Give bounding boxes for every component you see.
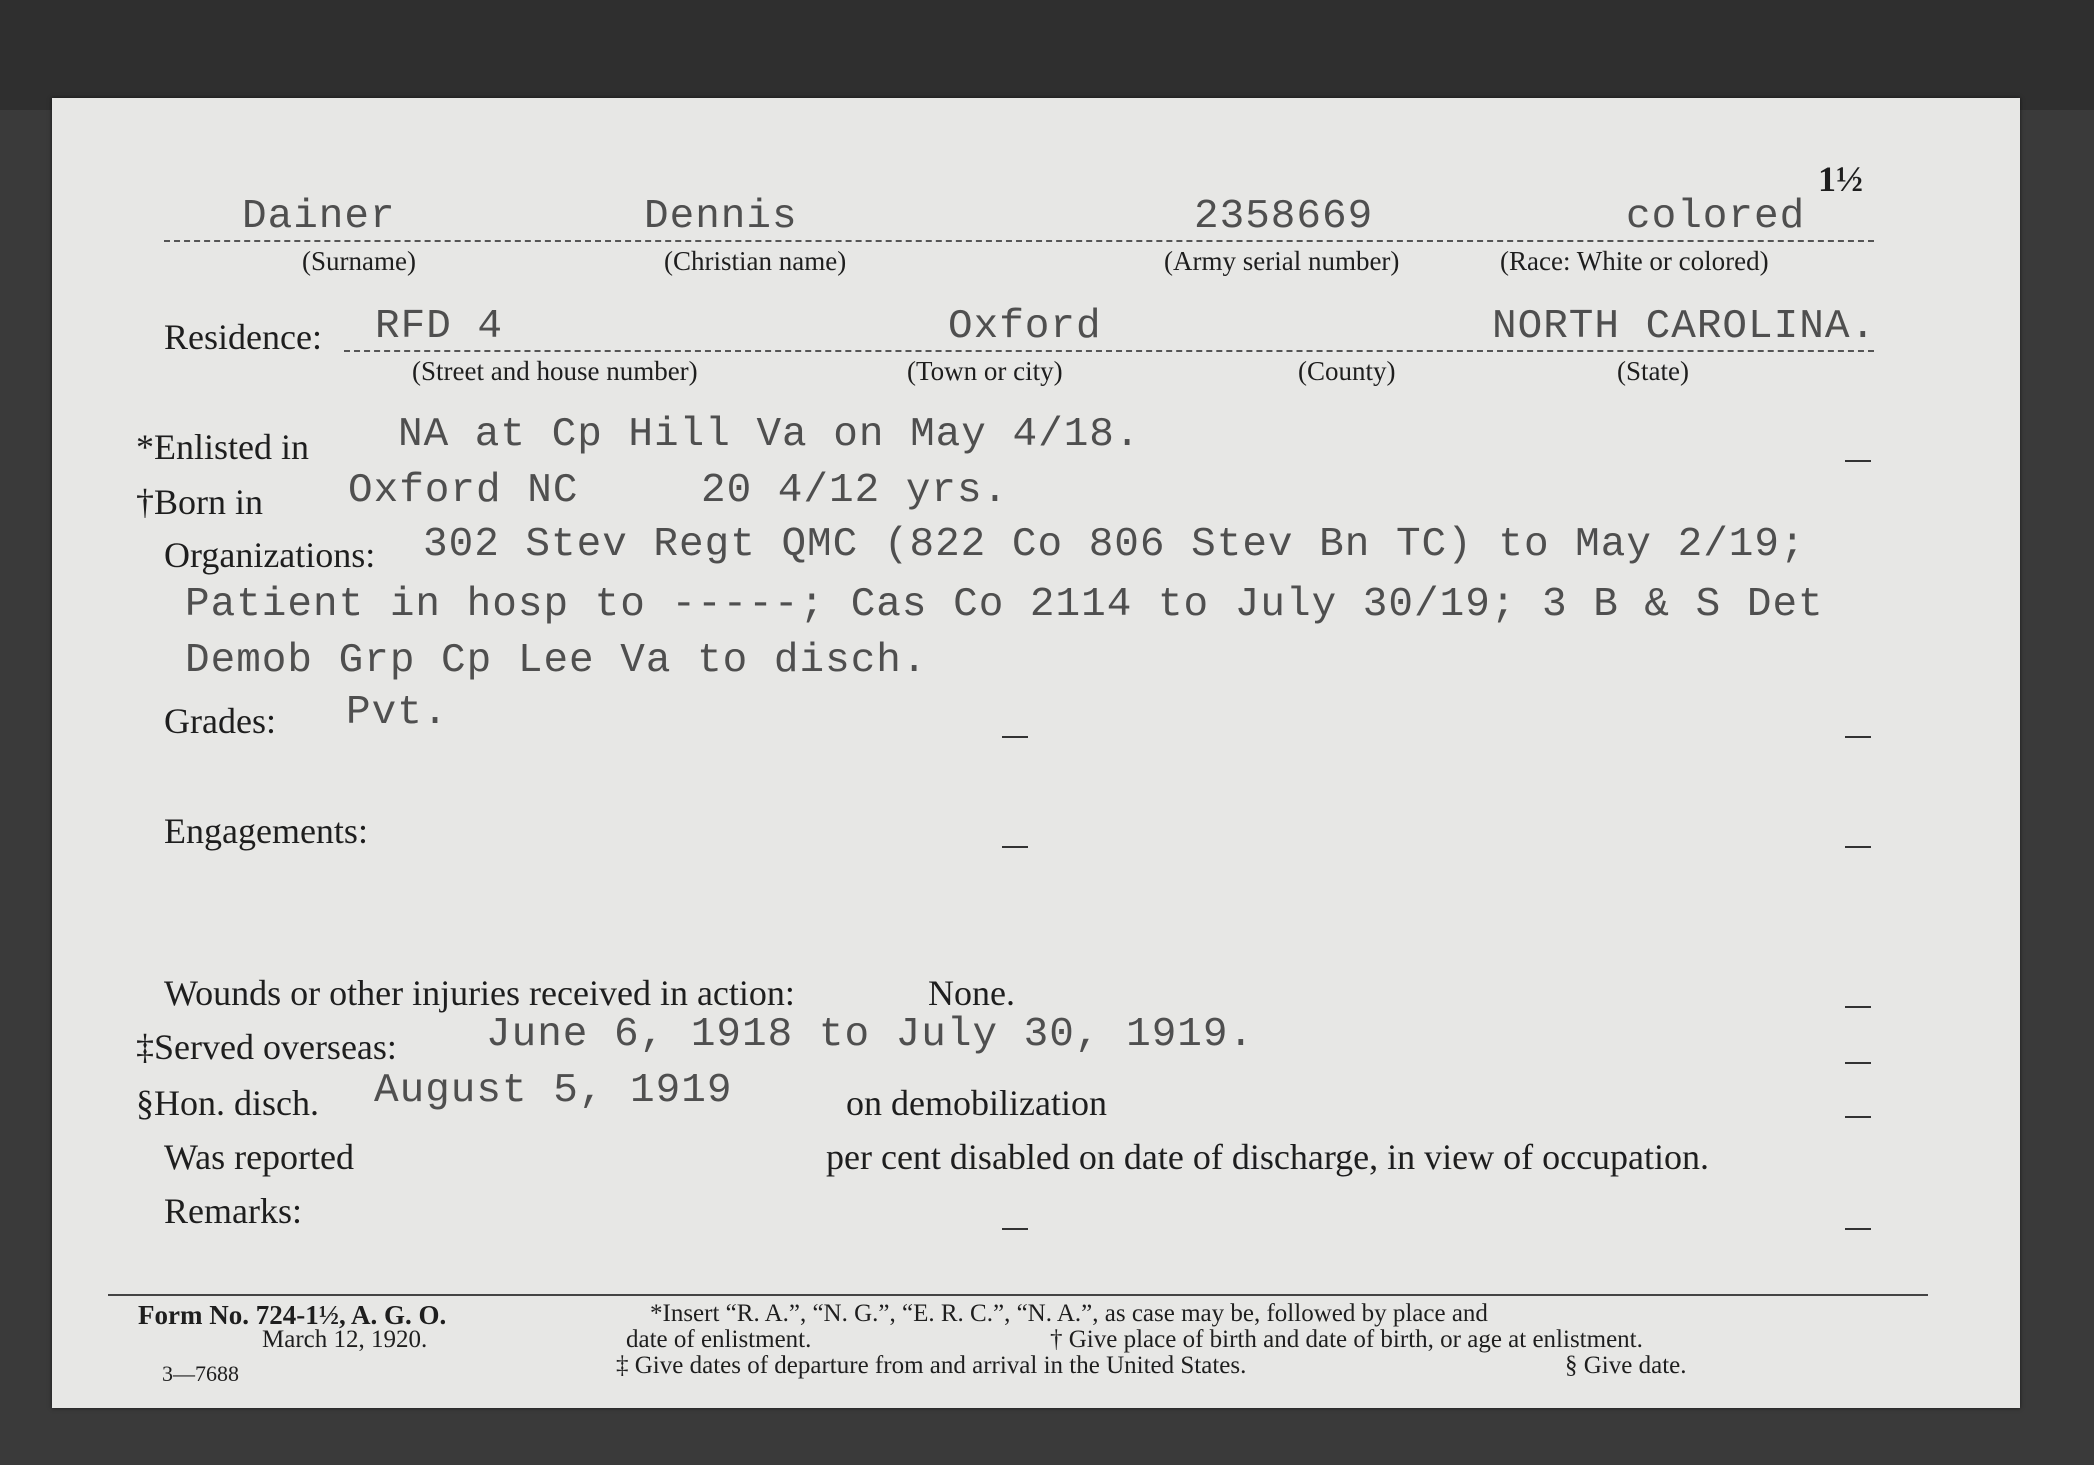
- born-label: †Born in: [136, 482, 264, 522]
- town-caption: (Town or city): [907, 356, 1063, 386]
- hon-disch-label: §Hon. disch.: [136, 1083, 319, 1123]
- organizations-line-2: Patient in hosp to -----; Cas Co 2114 to July 30/19; 3 B & S Det: [185, 582, 1824, 628]
- state-value: NORTH CAROLINA.: [1492, 304, 1877, 350]
- form-number: Form No. 724-1½, A. G. O.: [138, 1300, 447, 1330]
- scan-background: [0, 0, 2094, 110]
- organizations-label: Organizations:: [164, 535, 376, 575]
- served-overseas-dash: [1845, 1062, 1871, 1064]
- footnote-overseas-dates: ‡ Give dates of departure from and arrival in the United States.: [616, 1352, 1247, 1379]
- grades-label: Grades:: [164, 701, 276, 741]
- service-record-card: [52, 98, 2020, 1408]
- born-age-value: 20 4/12 yrs.: [701, 468, 1009, 514]
- christian-name-value: Dennis: [644, 194, 798, 240]
- hon-disch-reason: on demobilization: [846, 1083, 1107, 1123]
- disabled-statement: per cent disabled on date of discharge, in view of occupation.: [826, 1137, 1710, 1177]
- enlisted-dash: [1845, 460, 1871, 462]
- served-overseas-value: June 6, 1918 to July 30, 1919.: [486, 1012, 1255, 1058]
- enlisted-label: *Enlisted in: [136, 427, 309, 467]
- surname-value: Dainer: [242, 194, 396, 240]
- grades-value: Pvt.: [346, 690, 449, 736]
- grades-dash-middle: [1002, 736, 1028, 738]
- hon-disch-dash: [1845, 1116, 1871, 1118]
- wounds-label: Wounds or other injuries received in action:: [164, 973, 795, 1013]
- print-code: 3—7688: [162, 1361, 239, 1386]
- organizations-line-1: 302 Stev Regt QMC (822 Co 806 Stev Bn TC) to May 2/19;: [423, 522, 1806, 568]
- form-date: March 12, 1920.: [262, 1326, 428, 1353]
- serial-number-value: 2358669: [1194, 194, 1374, 240]
- county-caption: (County): [1298, 356, 1396, 386]
- serial-number-caption: (Army serial number): [1164, 246, 1400, 276]
- form-fraction: 1½: [1818, 159, 1863, 199]
- footnote-birth: † Give place of birth and date of birth, or age at enlistment.: [1050, 1326, 1643, 1353]
- state-caption: (State): [1617, 356, 1689, 386]
- remarks-label: Remarks:: [164, 1191, 302, 1231]
- enlisted-value: NA at Cp Hill Va on May 4/18.: [398, 412, 1141, 458]
- footnote-give-date: § Give date.: [1565, 1352, 1687, 1379]
- engagements-dash-right: [1845, 846, 1871, 848]
- footnote-enlistment-date: date of enlistment.: [626, 1326, 812, 1353]
- footnote-insert: *Insert “R. A.”, “N. G.”, “E. R. C.”, “N. A.”, as case may be, followed by place and: [650, 1300, 1488, 1327]
- street-caption: (Street and house number): [412, 356, 698, 386]
- wounds-value: None.: [928, 973, 1015, 1013]
- engagements-label: Engagements:: [164, 811, 368, 851]
- served-overseas-label: ‡Served overseas:: [136, 1027, 397, 1067]
- residence-dotted-line: [344, 350, 1874, 352]
- name-row-dotted-line: [164, 240, 1874, 242]
- was-reported-label: Was reported: [164, 1137, 355, 1177]
- born-place-value: Oxford NC: [348, 468, 579, 514]
- town-value: Oxford: [948, 304, 1102, 350]
- christian-name-caption: (Christian name): [664, 246, 847, 276]
- engagements-dash-middle: [1002, 846, 1028, 848]
- wounds-dash: [1845, 1006, 1871, 1008]
- residence-label: Residence:: [164, 317, 322, 357]
- surname-caption: (Surname): [302, 246, 416, 276]
- race-value: colored: [1626, 194, 1806, 240]
- remarks-dash-right: [1845, 1228, 1871, 1230]
- street-value: RFD 4: [375, 304, 504, 350]
- organizations-line-3: Demob Grp Cp Lee Va to disch.: [185, 638, 928, 684]
- footer-rule: [108, 1294, 1928, 1296]
- race-caption: (Race: White or colored): [1500, 246, 1769, 276]
- hon-disch-value: August 5, 1919: [374, 1068, 733, 1114]
- grades-dash-right: [1845, 736, 1871, 738]
- remarks-dash-middle: [1002, 1228, 1028, 1230]
